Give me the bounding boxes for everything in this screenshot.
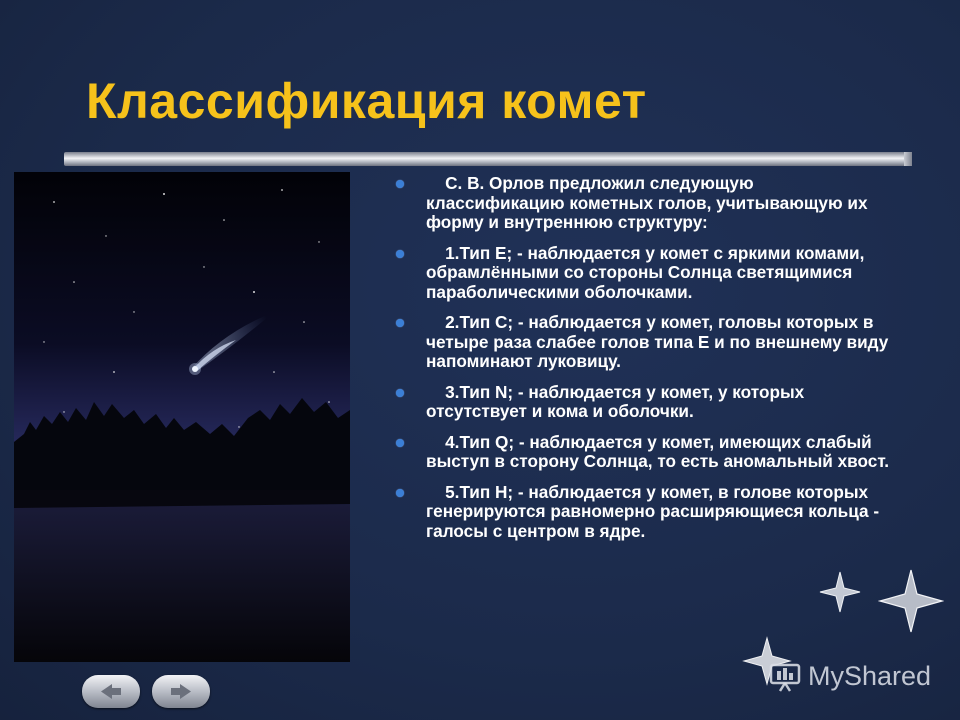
bullet-icon <box>396 489 404 497</box>
list-item-text: 1.Тип E; - наблюдается у комет с яркими комами, обрамлёнными со стороны Солнца светящимися параболическими оболочками. <box>426 242 870 302</box>
list-item <box>392 313 892 372</box>
bullet-icon <box>396 180 404 188</box>
list-item-text: 2.Тип С; - наблюдается у комет, головы которых в четыре раза слабее голов типа E и по внешнему виду напоминают луковицу. <box>426 312 894 371</box>
list-item-text: С. В. Орлов предложил следующую классификацию кометных голов, учитывающую их форму и внутреннюю структуру: <box>426 173 873 232</box>
bullet-icon <box>396 250 404 258</box>
list-item <box>392 483 892 542</box>
star-decoration-icon <box>878 568 944 634</box>
list-item-text: 5.Тип H; - наблюдается у комет, в голове которых генерируются равномерно расширяющиеся кольца - галосы с центром в ядре. <box>426 481 884 541</box>
arrow-right-icon <box>169 683 193 700</box>
bullet-icon <box>396 439 404 447</box>
comet-night-sky-image <box>14 172 350 662</box>
list-item-text: 4.Тип Q; - наблюдается у комет, имеющих слабый выступ в сторону Солнца, то есть аномальный хвост. <box>426 431 890 471</box>
list-item <box>392 383 892 422</box>
bullet-icon <box>396 319 404 327</box>
next-slide-button[interactable] <box>152 675 210 708</box>
list-item-text: 3.Тип N; - наблюдается у комет, у которых отсутствует и кома и оболочки. <box>426 381 809 421</box>
arrow-left-icon <box>99 683 123 700</box>
list-item <box>392 174 892 233</box>
watermark <box>768 654 931 698</box>
title-divider-end <box>904 152 912 166</box>
list-item <box>392 244 892 303</box>
bullet-icon <box>396 389 404 397</box>
watermark-text: MyShared <box>808 660 932 691</box>
previous-slide-button[interactable] <box>82 675 140 708</box>
slide-title: Классификация комет <box>86 73 647 129</box>
list-item <box>392 433 892 472</box>
presentation-board-icon <box>768 659 802 693</box>
classification-list <box>392 174 892 552</box>
title-divider <box>64 152 912 166</box>
star-decoration-icon <box>818 570 862 614</box>
comet-photo <box>14 172 350 662</box>
